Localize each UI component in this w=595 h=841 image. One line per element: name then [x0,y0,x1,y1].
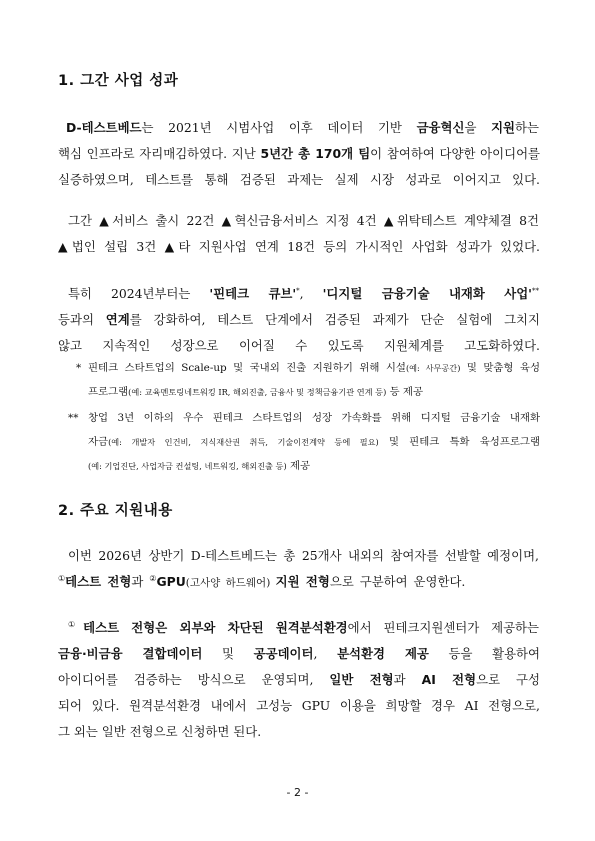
text-run: 등 제공 [386,386,423,398]
page-number: - 2 - [286,786,309,799]
section-1-heading: 1. 그간 사업 성과 [58,73,179,89]
text-line [66,115,539,141]
example-text: (예: 개발자 인건비, 지식재산권 취득, 기술이전계약 등에 필요) [108,437,379,447]
section-1-paragraph-2-cont [58,234,540,260]
section-2-paragraph-1 [68,543,539,569]
text-run: 자금 [88,436,109,448]
example-text: (예: 기업진단, 사업자금 컨설팅, 네트워킹, 해외진출 등) [88,461,287,471]
example-text: (예: 교육멘토링네트워킹 IR, 해외진출, 금융사 및 정책금융기관 연계 등) [128,387,387,397]
text-run: (고사양 하드웨어) [185,577,276,589]
bold-term: 일반 전형 [329,672,394,687]
text-line [58,667,540,693]
text-run: , [299,286,323,301]
section-2-heading: 2. 주요 지원내용 [58,503,173,519]
text-line [88,454,540,478]
footnote-marker: * [296,286,300,295]
footnote-2-marker: ** [68,412,79,424]
text-run: 으로 구성 [476,672,540,687]
footnote-marker: ** [531,286,539,295]
text-run: 제공 [286,460,311,472]
footnote-2 [88,406,540,478]
bold-term: 금융혁신 [416,120,465,135]
text-run: 핀테크 스타트업의 Scale-up 및 국내외 진출 지원하기 위해 시설 [88,362,406,374]
section-1-paragraph-3-cont [58,307,540,359]
bold-term: 분석환경 제공 [337,646,429,661]
bold-term: D-테스트베드 [66,120,142,135]
text-line [58,141,540,167]
text-line: 않고 지속적인 성장으로 이어질 수 있도록 지원체계를 고도화하였다. [58,338,540,353]
text-line: 되어 있다. 원격분석환경 내에서 고성능 GPU 이용을 희망할 경우 AI 전형으로, [58,698,540,713]
text-run: 등과의 [58,312,106,327]
section-1-paragraph-2 [68,208,539,234]
section-1-paragraph-3 [68,281,539,307]
bold-term: '핀테크 큐브' [209,286,297,301]
text-run: 하는 [515,120,539,135]
text-line [58,307,540,333]
text-run: 과 [393,672,422,687]
text-line [68,281,539,307]
text-run: 핵심 인프라로 자리매김하였다. 지난 [58,146,261,161]
text-line: 이번 2026년 상반기 D-테스트베드는 총 25개사 내외의 참여자를 선발할 예정이며, [68,548,539,563]
bold-term: 지원 전형 [275,574,330,589]
text-run: 과 [131,574,150,589]
text-run: 특히 2024년부터는 [68,286,210,301]
footnote-1-marker: * [76,362,82,374]
section-1-paragraph-1-cont [58,141,540,193]
bold-term: 공공데이터 [253,646,314,661]
text-run: 및 맞춤형 육성 [460,362,541,374]
text-run: , [313,646,338,661]
section-2-paragraph-2-cont [58,641,540,745]
text-line: 창업 3년 이하의 우수 핀테크 스타트업의 성장 가속화를 위해 디지털 금융기술 내재화 [88,412,540,424]
circled-number: ① [58,573,66,583]
bold-term: 지원 [491,120,516,135]
text-line: 그간 ▲서비스 출시 22건 ▲혁신금융서비스 지정 4건 ▲위탁테스트 계약체결 8건 [68,213,539,228]
circled-number: ① [68,619,84,629]
text-run: 및 핀테크 특화 육성프로그램 [378,436,540,448]
text-line [88,356,540,380]
example-text: (예: 사무공간) [405,363,461,373]
bold-term: GPU [156,574,186,589]
circled-number: ② [149,573,157,583]
text-line [58,641,540,667]
bold-term: 금융·비금융 결합데이터 [58,646,203,661]
text-run: 를 강화하여, 테스트 단계에서 검증된 과제가 단순 실험에 그치지 [129,312,540,327]
text-line [58,569,540,596]
text-line: 그 외는 일반 전형으로 신청하면 된다. [58,724,262,739]
bold-term: 테스트 전형 [65,574,132,589]
bold-term: 연계 [105,312,130,327]
bold-term: AI 전형 [421,672,477,687]
footnote-1 [88,356,540,404]
section-1-paragraph-1 [66,115,539,141]
text-line [88,430,540,454]
section-2-paragraph-1-cont [58,569,540,596]
text-run: 프로그램 [88,386,129,398]
text-run: 아이디어를 검증하는 방식으로 운영되며, [58,672,330,687]
text-run: 는 2021년 시범사업 이후 데이터 기반 [141,120,417,135]
text-run: 에서 핀테크지원센터가 제공하는 [347,620,539,635]
text-run: 으로 구분하여 운영한다. [329,574,466,589]
text-line [68,615,539,641]
text-line: 실증하였으며, 테스트를 통해 검증된 과제는 실제 시장 성과로 이어지고 있다. [58,172,540,187]
bold-term: '디지털 금융기술 내재화 사업' [322,286,532,301]
text-run: 및 [202,646,254,661]
text-run: 이 참여하여 다양한 아이디어를 [370,146,541,161]
section-2-paragraph-2 [68,615,539,641]
text-run: 등을 활용하여 [428,646,540,661]
bold-term: 5년간 총 170개 팀 [260,146,371,161]
bold-term: 테스트 전형은 외부와 차단된 원격분석환경 [83,620,348,635]
text-run: 을 [464,120,492,135]
text-line: ▲법인 설립 3건 ▲타 지원사업 연계 18건 등의 가시적인 사업화 성과가 있었다. [58,239,540,254]
text-line [88,380,540,404]
